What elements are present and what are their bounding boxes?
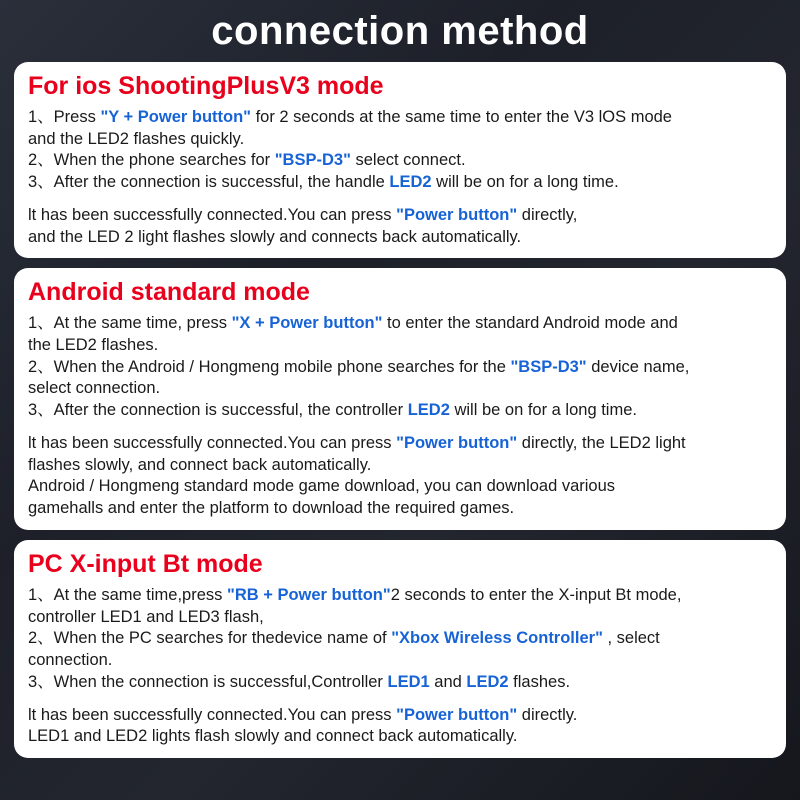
- card-title: For ios ShootingPlusV3 mode: [28, 72, 384, 100]
- body-text: flashes.: [508, 672, 571, 691]
- body-text: for 2 seconds at the same time to enter the V3 lOS mode: [251, 107, 672, 126]
- instruction-line: [28, 335, 772, 357]
- highlight-text: LED2: [466, 672, 509, 691]
- highlight-text: "X + Power button": [231, 314, 383, 333]
- highlight-text: "Y + Power button": [100, 107, 251, 126]
- instruction-line: [28, 129, 772, 151]
- instruction-line: [28, 107, 772, 129]
- instruction-card: [14, 540, 786, 758]
- body-text: select connection.: [28, 379, 161, 398]
- body-text: 3、When the connection is successful,Controller: [28, 672, 388, 691]
- body-text: 1、Press: [28, 107, 101, 126]
- body-text: and: [429, 672, 467, 691]
- body-text: lt has been successfully connected.You can press: [28, 205, 397, 224]
- body-text: 3、After the connection is successful, the controller: [28, 401, 408, 420]
- instruction-card: [14, 62, 786, 258]
- highlight-text: LED1: [387, 672, 430, 691]
- body-text: gamehalls and enter the platform to download the required games.: [28, 499, 515, 518]
- instruction-line: [28, 433, 772, 455]
- body-text: Android / Hongmeng standard mode game download, you can download various: [28, 477, 616, 496]
- highlight-text: LED2: [389, 173, 432, 192]
- body-text: select connect.: [350, 151, 466, 170]
- body-text: and the LED 2 light flashes slowly and connects back automatically.: [28, 227, 522, 246]
- body-text: to enter the standard Android mode and: [382, 314, 678, 333]
- body-text: , select: [602, 629, 660, 648]
- instruction-line: [28, 628, 772, 650]
- instruction-line: [28, 227, 772, 249]
- body-text: will be on for a long time.: [431, 173, 619, 192]
- instruction-line: [28, 400, 772, 422]
- body-text: 2 seconds to enter the X-input Bt mode,: [390, 585, 682, 604]
- body-text: directly, the LED2 light: [517, 433, 686, 452]
- body-text: directly.: [517, 705, 578, 724]
- body-text: connection.: [28, 651, 113, 670]
- body-text: 2、When the phone searches for: [28, 151, 275, 170]
- instruction-line: [28, 607, 772, 629]
- body-text: controller LED1 and LED3 flash,: [28, 607, 264, 626]
- instruction-line: [28, 378, 772, 400]
- highlight-text: "Power button": [396, 433, 518, 452]
- sections-container: [14, 62, 786, 768]
- instruction-line: [28, 455, 772, 477]
- body-text: 1、At the same time,press: [28, 585, 227, 604]
- body-text: LED1 and LED2 lights flash slowly and connect back automatically.: [28, 727, 518, 746]
- paragraph-spacer: [28, 194, 772, 205]
- instruction-line: [28, 357, 772, 379]
- body-text: 2、When the PC searches for thedevice name of: [28, 629, 392, 648]
- instruction-line: [28, 498, 772, 520]
- highlight-text: "BSP-D3": [274, 151, 351, 170]
- instruction-line: [28, 672, 772, 694]
- body-text: and the LED2 flashes quickly.: [28, 129, 245, 148]
- body-text: 1、At the same time, press: [28, 314, 232, 333]
- instruction-line: [28, 150, 772, 172]
- body-text: the LED2 flashes.: [28, 335, 159, 354]
- paragraph-spacer: [28, 422, 772, 433]
- instruction-line: [28, 705, 772, 727]
- instruction-line: [28, 313, 772, 335]
- highlight-text: "BSP-D3": [510, 357, 587, 376]
- body-text: lt has been successfully connected.You can press: [28, 433, 397, 452]
- body-text: flashes slowly, and connect back automatically.: [28, 455, 372, 474]
- body-text: 3、After the connection is successful, the handle: [28, 173, 390, 192]
- highlight-text: "Xbox Wireless Controller": [391, 629, 603, 648]
- instruction-line: [28, 205, 772, 227]
- page-title: connection method: [211, 9, 589, 53]
- card-title: Android standard mode: [28, 278, 310, 307]
- instruction-line: [28, 585, 772, 607]
- body-text: device name,: [586, 357, 690, 376]
- body-text: will be on for a long time.: [449, 401, 637, 420]
- body-text: lt has been successfully connected.You can press: [28, 705, 397, 724]
- instruction-line: [28, 172, 772, 194]
- instruction-line: [28, 650, 772, 672]
- highlight-text: "Power button": [396, 705, 518, 724]
- instruction-line: [28, 476, 772, 498]
- highlight-text: "Power button": [396, 205, 518, 224]
- highlight-text: "RB + Power button": [227, 585, 391, 604]
- paragraph-spacer: [28, 694, 772, 705]
- highlight-text: LED2: [407, 401, 450, 420]
- body-text: 2、When the Android / Hongmeng mobile phone searches for the: [28, 357, 511, 376]
- instruction-card: [14, 268, 786, 530]
- body-text: directly,: [517, 205, 578, 224]
- instruction-line: [28, 726, 772, 748]
- card-title: PC X-input Bt mode: [28, 549, 263, 578]
